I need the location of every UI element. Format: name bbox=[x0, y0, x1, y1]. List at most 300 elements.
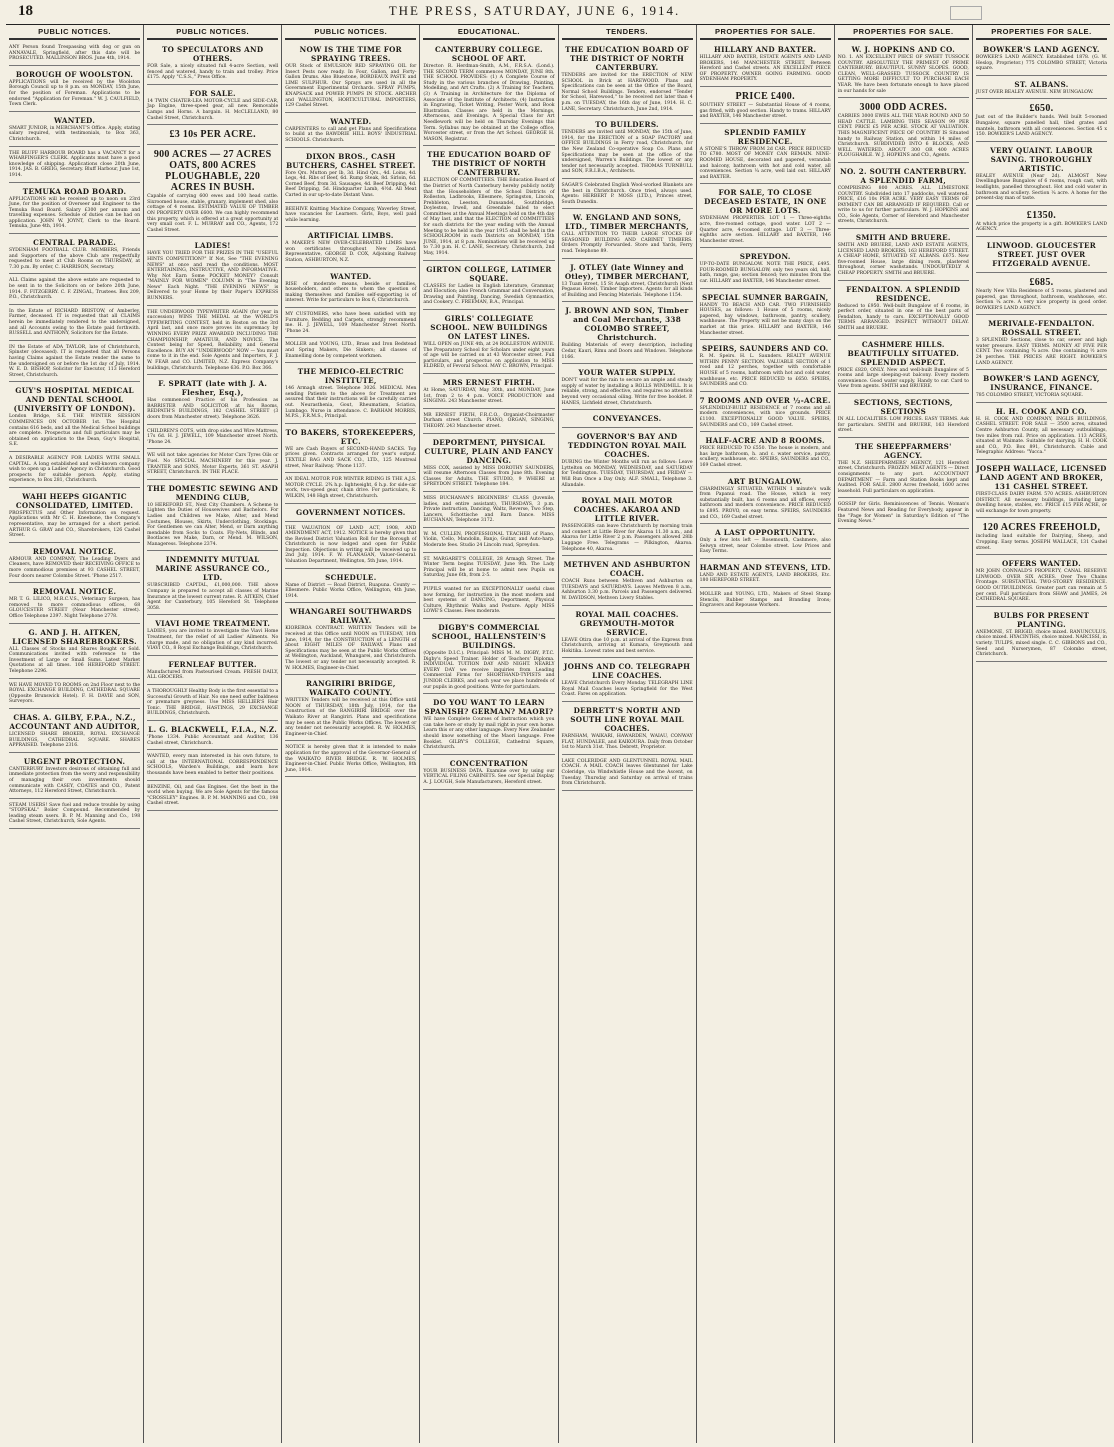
ad-body: MISS BUCHANAN'S BEGINNERS' CLASS (Juvenile, ladies, and entire assistant), THURSDAYS, 3 p.m. Private instruction, Dancing, Waltz, Reverse, Two Step, Lancers, Schottische and Barn Dance. MISS BUCHANAN, Telephone 3172. bbox=[423, 495, 555, 524]
ad-body: SYDENHAM FOOTBALL CLUB. MEMBERS, Friends and Supporters of the above Club are respectfully requested to meet at Club Rooms on THURSDAY, at 7.30 p.m. By order, C. HARRISON, Secretary. bbox=[9, 248, 141, 270]
advertisement bbox=[147, 308, 278, 376]
advertisement bbox=[838, 396, 969, 438]
ad-heading: HALF-ACRE AND 8 ROOMS. bbox=[705, 436, 825, 446]
advertisement bbox=[9, 585, 140, 623]
ad-heading: TO BUILDERS. bbox=[595, 120, 659, 130]
ad-body: PRICE REDUCED TO £550. The house is modern, and has large bathroom, h. and c. water service, pantry, scullery, washhouse, etc. SPEIRS, SAUNDERS and CO., 169 Cashel street. bbox=[699, 446, 831, 468]
advertisement bbox=[562, 43, 693, 116]
ad-body: WE will not take agencies for Motor Cars Tyres Oils or Fuel. No SPECIAL MACHINERY for this year. J. TRANTER and SONS, Motor Experts, 361 ST. ASAPH STREET, Christchurch. IN THE PLACE. bbox=[147, 453, 279, 476]
advertisement bbox=[423, 148, 554, 260]
ad-heading: CASHMERE HILLS. BEAUTIFULLY SITUATED. SPLENDID ASPECT. bbox=[847, 339, 960, 367]
advertisement bbox=[423, 376, 554, 409]
advertisement bbox=[976, 372, 1107, 403]
advertisement bbox=[9, 343, 140, 383]
ad-body: 785 COLOMBO STREET, VICTORIA SQUARE. bbox=[975, 393, 1084, 399]
ad-body: WE are Cash Buyers of SECOND-HAND SACKS. Top prices given. Contracts arranged for year's output. TEXTILE BAG AND SACK CO., LTD., 125 Montreal street, Near Railway. 'Phone 1137. bbox=[285, 446, 417, 469]
ad-heading: GIRLS' COLLEGIATE SCHOOL. NEW BUILDINGS ON LATEST LINES. bbox=[430, 314, 548, 341]
ad-heading: CONVEYANCES. bbox=[592, 414, 662, 424]
ad-body: WRITTEN Tenders will be received at this Office until NOON of THURSDAY, 18th July, 1914, for the Construction of the RANGIRIRI BRIDGE over the Waikato River at Rangiriri. Plans and specifications may be seen at the Public Works Offices. The lowest or any tender not necessarily accepted. R. W. HOLMES, Engineer-in-Chief. bbox=[285, 698, 417, 737]
advertisement bbox=[423, 555, 554, 583]
column-heading: PUBLIC NOTICES. bbox=[285, 25, 416, 40]
advertisement bbox=[285, 506, 416, 522]
ad-heading: TO BAKERS, STOREKEEPERS, ETC. bbox=[285, 427, 416, 446]
ad-body: A MAKER'S NEW OVER-CELEBRATED LIMBS have won certificates throughout New Zealand. Representative, GEORGE D. COX, Adjoining Railway Station, ASHBURTON, N.Z. bbox=[285, 241, 417, 264]
ad-heading: WANTED. bbox=[53, 115, 96, 125]
ad-body: 146 Armagh street. Telephone 3026. MEDICAL Men sending Patients to the above for Treatment are assured that their instructions will be carefully carried out. Neurasthenia, Gout, Rheumatism, Sciatica, Lumbago. Nurse in attendance. C. BARHAM MORRIS, M.P.S., F.R.M.S., Principal. bbox=[285, 386, 417, 420]
advertisement bbox=[838, 283, 969, 336]
advertisement bbox=[562, 261, 693, 303]
ad-body: APPLICATIONS will be received up to noon on 23rd June, for the position of Overseer and Engineer to the Temuka Road Board. Salary £300 per annum and travelling expenses. Schedule of duties can be had on application. JOHN W. JOYNT, Clerk to the Board. Temuka, June 4th, 1914. bbox=[9, 196, 141, 230]
ad-body: Director: R. Herdman-Smith, A.M., F.R.S.A. (Lond.). THE SECOND TERM commences MONDAY, JUNE 8th. THE SCHOOL PROVIDES: (1) A Complete Course of Study in the various branches of Drawing, Painting, Modelling, and Art Crafts. (2) A Training for Teachers. (3) A Training in Architecture for the Diploma of Associate of the Institute of Architects. (4) Instruction in Engraving, Ticket Writing, Poster Work, and Book Illustration. Classes are held in the Mornings, Afternoons, and Evenings. A Special Class for Art Needlework will be held on Thursday Evenings this Term. Syllabus may be obtained at the College office, Worcester street, or from the Art School. GEORGE H. MASON, Registrar. bbox=[423, 64, 555, 142]
advertisement bbox=[9, 711, 140, 753]
advertisement bbox=[562, 430, 693, 492]
advertisement bbox=[562, 412, 693, 428]
column-2 bbox=[144, 25, 282, 1443]
ad-body: Nearly New Villa Residence of 5 rooms, plastered and papered, gas throughout, bathroom, washhouse, etc. Section ¼ acre. A very nice property in good order. BOWKER'S LAND AGENCY. bbox=[975, 288, 1107, 311]
ad-body: 13 Tuam street, 15 St Asaph street, Christchurch (Next Pegasus Hotel). Timber Importers. Agents for all kinds of Building and Fencing Materials. Telephone 1154. bbox=[561, 281, 693, 298]
ad-body: ALL Claims against the above estate are requested to be sent in to the Solicitors on or before 20th June, 1914. F. FITZGERRY. C. F. ZINGAL, Trustees. Box 209, P.O., Christchurch. bbox=[9, 278, 141, 301]
ad-body: SAGAR'S Celebrated English Wool-worked Blankets are the best in Christchurch. Once tried, always used. Agents: HERBERT P. MOSS (LTD.), Princes street, South Dunedin. bbox=[561, 182, 693, 205]
advertisement bbox=[562, 660, 693, 702]
ad-body: AN IDEAL MOTOR FOR WINTER RIDING IS THE A.J.S. MOTOR CYCLE. 2¾ h.p. lightweight, 6 h.p. for side-car work, two-speed gear, chain drive. For particulars, R. WILKIN, 148 High street, Christchurch. bbox=[285, 477, 417, 499]
ad-heading: WANTED. bbox=[330, 116, 372, 126]
advertisement bbox=[562, 494, 693, 556]
advertisement bbox=[147, 752, 278, 780]
column-1 bbox=[6, 25, 144, 1443]
advertisement bbox=[9, 801, 140, 829]
column-3 bbox=[282, 25, 420, 1443]
advertisement bbox=[285, 310, 416, 338]
advertisement bbox=[562, 757, 693, 791]
ad-heading: CONCENTRATION bbox=[449, 758, 529, 768]
advertisement bbox=[147, 147, 278, 237]
advertisement bbox=[147, 687, 278, 721]
ad-body: Fore Qrs. Mutton per lb, 3d. Hind Qrs., 4d. Loins, 4d. Legs, 4d. Ribs of Beef, 6d. Rump Steak, 8d. Sirloin, 6d. Corned Beef, from 3d. Sausages, 4d. Beef Dripping, 4d. Beef Dripping, 5d. Hindquarter Lamb, 4½d. All Meat Carted in our up-to-date Distant Vans. bbox=[285, 170, 417, 198]
advertisement bbox=[976, 208, 1107, 237]
ad-body: COACH Runs between Methven and Ashburton on TUESDAYS and SATURDAYS. Leaves Methven 8 a.m., Ashburton 3.30 p.m. Parcels and Passengers delivered. W. DAVIDSON, Methven Livery Stables. bbox=[561, 579, 693, 601]
advertisement bbox=[838, 500, 969, 528]
ad-heading: TO SPECULATORS AND OTHERS. bbox=[161, 45, 264, 63]
column-heading: TENDERS. bbox=[562, 25, 693, 40]
column-5 bbox=[559, 25, 697, 1443]
ad-heading: THE EDUCATION BOARD OF THE DISTRICT OF NORTH CANTERBURY. bbox=[427, 150, 551, 178]
ad-heading: DEPORTMENT, PHYSICAL CULTURE, PLAIN AND FANCY DANCING. bbox=[424, 437, 554, 465]
ad-body: ALL Classes of Stocks and Shares Bought or Sold. Communications invited with reference to the Investment of Large or Small Sums. Latest Market Quotations at all times. 106 HEREFORD STREET. Telephone 2296. bbox=[9, 646, 141, 674]
advertisement bbox=[700, 526, 831, 559]
advertisement bbox=[700, 291, 831, 341]
advertisement bbox=[147, 239, 278, 305]
ad-body: LEAVE Otira due 10 p.m. at arrival of the Express from Christchurch, arriving at Kumara, Greymouth and Hokitika. Lowest rates and best service. bbox=[561, 637, 693, 654]
ad-body: CLASSES for Ladies in English Literature, Grammar, and Elocution; also French Grammar and Conversation, Drawing and Painting, Dancing, Swedish Gymnastics, and Cookery. C. FREEMAN, B.A., Principal. bbox=[423, 283, 555, 306]
ad-body: W. M. CULLEN, PROFESSIONAL TEACHER of Piano, Violin, 'Cello, Mandolin, Banjo, Guitar, and Auto-harp. Moderate fees. Studio 24 Lincoln road, Spreydon. bbox=[423, 531, 555, 549]
advertisement bbox=[147, 723, 278, 750]
ad-body: SUBSCRIBED CAPITAL, £1,000,000. THE above Company is prepared to accept all classes of Marine Insurance at the lowest current rates. R. AITKEN, Chief Agent for Canterbury, 105 Hereford St. Telephone 3058. bbox=[147, 583, 279, 611]
advertisement bbox=[700, 186, 831, 248]
column-heading: PROPERTIES FOR SALE. bbox=[700, 25, 831, 40]
ad-heading: FOR SALE, TO CLOSE DECEASED ESTATE, IN ONE OR MORE LOTS. bbox=[704, 188, 827, 216]
ad-heading: GOVERNOR'S BAY AND TEDDINGTON ROYAL MAIL COACHES. bbox=[567, 432, 687, 460]
advertisement bbox=[562, 704, 693, 755]
advertisement bbox=[562, 558, 693, 605]
ad-heading: J. OTLEY (late Winney and Otley), TIMBER MERCHANT, bbox=[564, 262, 690, 281]
advertisement bbox=[976, 557, 1107, 607]
ad-heading: VERY QUAINT. LABOUR SAVING. THOROUGHLY ARTISTIC. bbox=[990, 145, 1093, 173]
ad-heading: ART BUNGALOW. bbox=[727, 476, 803, 486]
ad-body: MR JOHN CONNALD'S PROPERTY, CANAL RESERVE LINWOOD. OVER SIX ACRES. Over Two Chains Frontage. SUBSTANTIAL TWO-STOREY RESIDENCE. GOOD OUTBUILDINGS. Greater part can remain at 5 per cent. Full particulars from SHAW and JAMES, 24 CATHEDRAL SQUARE. bbox=[975, 569, 1107, 603]
ad-body: DON'T wait for the rain to secure an ample and steady supply of water by installing a ROLLS WINDMILL. It is reliable, strong, and effective, and requires no attention beyond very occasional oiling. Write for free booklet. P. HANES, Lichfield street, Christchurch. bbox=[561, 378, 693, 406]
advertisement bbox=[9, 114, 140, 147]
ad-heading: DEBRETT'S NORTH AND SOUTH LINE ROYAL MAIL COACHES. bbox=[570, 706, 684, 734]
ad-body: WILL OPEN on JUNE 4th, at 24 ROLLESTON AVENUE. The Preparatory School for Scholars under eight years of age will be carried on at 43 Worcester street. Full particulars, and prospectus on application to MISS ELDRED, of Fevoral School. MAY C. BROWN, Principal. bbox=[423, 342, 555, 370]
advertisement bbox=[285, 571, 416, 604]
ad-body: CARRIES 3000 EWES ALL THE YEAR ROUND AND 50 HEAD CATTLE. LAMBING THIS SEASON 99 PER CENT. PRICE £5 PER ACRE. STOCK AT VALUATION. THIS MAGNIFICENT PIECE OF COUNTRY IS Situated handy to Railway Station, and within 14 miles of Christchurch. SUBDIVIDED INTO 6 BLOCKS, AND WELL WATERED. ABOUT 300 OR 400 ACRES PLOUGHABLE. W. J. HOPKINS and CO., Agents. bbox=[837, 114, 969, 159]
advertisement bbox=[423, 263, 554, 310]
advertisement bbox=[285, 426, 416, 473]
ad-body: At Home, SATURDAY, May 30th, and MONDAY, June 1st, from 2 to 4 p.m. VOICE PRODUCTION and SINGING. 243 Manchester street. bbox=[423, 387, 555, 405]
ad-heading: LINWOOD. GLOUCESTER STREET. JUST OVER FITZGERALD AVENUE. bbox=[986, 240, 1097, 268]
advertisement bbox=[562, 304, 693, 364]
ad-body: THE BLUFF HARBOUR BOARD has a VACANCY for a WHARFINGER'S CLERK. Applicants must have a good knowledge of shipping. Applications close 20th June, 1914. JAS. B. GREIG, Secretary. Bluff Harbour, June 1st, 1914. bbox=[9, 150, 141, 178]
ad-heading: CANTERBURY COLLEGE. SCHOOL OF ART. bbox=[435, 45, 543, 63]
ad-heading: SPLENDID FAMILY RESIDENCE. bbox=[724, 127, 807, 146]
ad-body: NO. 1. AN EXCELLENT PIECE OF SWEET TUSSOCK COUNTRY. ABSOLUTELY THE PRIMEST OF PRIME CANTERBURY. BEAUTIFUL SUNNY SLOPES. GOOD, CLEAN, WELL-GRASSED TUSSOCK COUNTRY IS GETTING MORE DIFFICULT TO PURCHASE EACH YEAR. We have been fortunate enough to have placed in our hands for sale bbox=[837, 55, 969, 94]
ad-heading: URGENT PROTECTION. bbox=[23, 756, 126, 766]
ad-heading: H. H. COOK AND CO. bbox=[995, 406, 1087, 416]
ad-body: PASSENGERS can leave Christchurch by morning train and connect at Little River for Akaroa 11.30 a.m., and Akaroa for Little River 2 p.m. Passengers allowed 28lb Luggage Free. Telegrams — Pilkington, Akaroa. Telephone 40, Akaroa. bbox=[561, 524, 693, 552]
ad-body: BEEHIVE Knitting Machine Company, Waverley Street, have vacancies for Learners. Girls, Boys, well paid while learning. bbox=[285, 206, 417, 223]
advertisement bbox=[976, 101, 1107, 141]
advertisement bbox=[285, 605, 416, 675]
advertisement bbox=[423, 621, 554, 694]
ad-body: London Bridge, S.E. THE WINTER SESSION COMMENCES ON OCTOBER 1st. The Hospital contains 616 beds, and all the Medical School buildings are complete. Prospectus and full particulars may be obtained on application to the Dean, Guy's Hospital, S.E. bbox=[9, 414, 141, 448]
ad-heading: ARTIFICIAL LIMBS. bbox=[307, 231, 394, 241]
ad-body: Capable of carrying 600 ewes and 100 head cattle. Sixroomed house, stable, granary, implement shed, also cottage of 4 rooms. ESTIMATED VALUE OF TIMBER ON PROPERTY OVER £600. We can highly recommend this property, which is offered at a great opportunity at very small cost. F. L. MURRAY and CO., Agents, 172 Cashel Street. bbox=[147, 194, 279, 233]
advertisement bbox=[285, 115, 416, 148]
advertisement bbox=[976, 275, 1107, 315]
advertisement bbox=[838, 231, 969, 281]
column-heading: EDUCATIONAL. bbox=[423, 25, 554, 40]
ad-body: ELECTION OF COMMITTEES. THE Education Board of the District of North Canterbury hereby publicly notify that the Householders of the School Districts of Rolleston, Ladbrooks, Ellesmere, Springston, Lincoln, Prebbleton, Leeston, Dunsandel, Southbridge, Doyleston, Irwell, and Greendale failed to elect Committees at the Annual Meetings held on the 4th day of May last, and that the ELECTION of COMMITTEES for such districts for the year ending with the Annual Meeting to be held in the year 1915 shall be held in the SCHOOLROOM in such Districts on MONDAY, 15th JUNE, 1914, at 8 p.m. Nominations will be received up to 7.30 p.m. H. C. LANE, Secretary. Christchurch, 2nd May, 1914. bbox=[423, 178, 555, 257]
advertisement bbox=[147, 783, 278, 811]
ad-heading: A LAST OPPORTUNITY. bbox=[715, 528, 816, 538]
ad-heading: SPEIRS, SAUNDERS AND CO. bbox=[701, 344, 829, 354]
advertisement bbox=[285, 150, 416, 203]
advertisement bbox=[147, 482, 278, 552]
ad-body: THE UNDERWOOD TYPEWRITER AGAIN (for year in succession) WINS THE MEDAL at the WORLD'S TYPEWRITING CONTEST, held in Boston on the 3rd April last, and once more proves its supremacy by WINNING EVERY PRIZE AWARDED INCLUDING THE CHAMPIONSHIP, AMATEUR, AND NOVICE. The Contest being for Speed, Reliability, and General Excellence. BUY AN "UNDERWOOD" NOW — You must come to it in the end. Sole Agents and Importers, F. J. W. FEAR and CO. LIMITED, N.Z. Express Company's buildings, Christchurch. Telephone 636. P.O. Box 366. bbox=[147, 309, 279, 371]
ad-heading: THE SHEEPFARMERS' AGENCY. bbox=[855, 441, 952, 460]
ad-body: WE HAVE MOVED TO ROOMS on 2nd Floor next to the ROYAL EXCHANGE BUILDING, CATHEDRAL SQUARE (Opposite Brunswick Hotel). F. H. DAVIE and SON, Surveyors. bbox=[9, 682, 141, 705]
ad-body: TENDERS are invited for the ERECTION of NEW SCHOOL in Brick at HAREWOOD. Plans and Specifications can be seen at the Office of the Board, Normal School Buildings. Tenders, endorsed "Tender for School, Harewood," to be received not later than 4 p.m. on TUESDAY, the 16th day of June, 1914. H. C. LANE, Secretary. Christchurch, June 2nd, 1914. bbox=[561, 73, 693, 112]
ad-body: APPLICATIONS will be received by the Woolston Borough Council up to 8 p.m. on MONDAY, 15th June, for the position of Foreman. Applications to be endorsed "Application for Foreman." W. J. CAULFIELD, Town Clerk. bbox=[9, 79, 141, 108]
ad-body: UP-TO-DATE BUNGALOW. NOTE THE PRICE, £495. FOUR-ROOMED BUNGALOW, only two years old, hall, bath, range, gas; section fenced; two minutes from the car. HILLARY and BAXTER, 146 Manchester street. bbox=[699, 262, 831, 285]
advertisement bbox=[9, 384, 140, 452]
ad-heading: INDEMNITY MUTUAL MARINE ASSURANCE CO., LTD. bbox=[155, 555, 270, 583]
ad-heading: JOSEPH WALLACE, LICENSED LAND AGENT AND BROKER, 131 CASHEL STREET. bbox=[976, 464, 1107, 491]
ad-body: R. M. Speirs. H. L. Saunders. REALTY AVENUE WITHIN PENNY SECTION. VALUABLE SECTION of 1 rood and 12 perches, together with comfortable HOUSE of 5 rooms, bathroom with hot and cold water, washhouse, etc. PRICE REDUCED to £650. SPEIRS, SAUNDERS and CO. bbox=[699, 354, 831, 388]
ad-body: PRICE £820, ONLY. New and well-built Bungalow of 5 rooms and large sleeping-out balcony. Every modern convenience. Good water supply. Handy to car. Card to View from agents. SMITH and BRUERE. bbox=[837, 367, 969, 390]
advertisement bbox=[9, 454, 140, 488]
ad-heading: THE DOMESTIC SEWING AND MENDING CLUB, bbox=[147, 483, 279, 502]
advertisement bbox=[285, 475, 416, 503]
advertisement bbox=[9, 307, 140, 341]
ad-heading: LADIES! bbox=[194, 241, 231, 251]
newspaper-title: THE PRESS, SATURDAY, JUNE 6, 1914. bbox=[388, 3, 681, 18]
ad-body: SYDENHAM PROPERTIES. LOT 1 — Three-eighths acre, five-roomed cottage, good water. LOT 2 — Quarter acre, 4-roomed cottage. LOT 3 — Three-eighths acre section. HILLARY and BAXTER, 146 Manchester street. bbox=[699, 216, 831, 244]
advertisement bbox=[423, 43, 554, 146]
advertisement bbox=[700, 475, 831, 525]
advertisement bbox=[562, 181, 693, 209]
ad-body: ST. MARGARET'S COLLEGE, 28 Armagh Street. The Winter Term begins TUESDAY, June 9th. The Lady Principal will be at home to admit new Pupils on Saturday, June 6th, from 2-5. bbox=[423, 556, 555, 579]
advertisement bbox=[838, 165, 969, 229]
ad-body: WE have Complete Courses of Instruction which you can take here or study by mail right in your own home. Learn this or any other language. Every New Zealander should know something of the Maori language. Free Booklet. GILBY'S COLLEGE, Cathedral Square, Christchurch. bbox=[423, 717, 555, 751]
ad-body: SMITH AND BRUERE, LAND AND ESTATE AGENTS, LICENSED LAND BROKERS, 163 HEREFORD STREET. A CHEAP HOME, SITUATED ST. ALBANS. £675. New five-roomed House, large dining room, plastered throughout, corner washstands. UNDOUBTEDLY A CHEAP PROPERTY. SMITH and BRUERE. bbox=[837, 243, 969, 277]
ad-heading: NOW IS THE TIME FOR SPRAYING TREES. bbox=[299, 45, 402, 63]
ad-body: HILLARY AND BAXTER, ESTATE AGENTS AND LAND BROKERS, 146 MANCHESTER STREET, Between Hereford and Cashel streets. AN EXCELLENT PIECE OF PROPERTY. OWNER GOING FARMING. GOOD SYDENHAM PROPERTY. bbox=[699, 55, 831, 83]
ad-body: CANTERBURY Investors desirous of obtaining full and immediate protection from the worry and responsibility of managing their own investments should communicate with CASEY, COATES and CO., Patent Attorneys, 112 Hereford Street, Christchurch. bbox=[9, 766, 141, 795]
advertisement bbox=[147, 87, 278, 125]
ad-heading: THE MEDICO-ELECTRIC INSTITUTE, bbox=[297, 367, 404, 386]
ad-body: ANEMONE, ST. BRIGID, choice mixed. RANUNCULUS, choice mixed. HYACINTHS, choice mixed. NARCISSI, in variety. TULIPS, mixed single. C. C. GIBBONS and CO., Seed and Nurserymen, 87 Colombo street, Christchurch. bbox=[975, 629, 1107, 658]
ad-heading: £3 10s PER ACRE. bbox=[169, 129, 256, 141]
ad-heading: JOHNS AND CO. TELEGRAPH LINE COACHES. bbox=[563, 662, 691, 681]
ad-body: A STONE'S THROW FROM 2d CAR. PRICE REDUCED TO £780. MOST OF MONEY CAN REMAIN. NINE-ROOMED HOUSE, decorated and papered, verandah and balcony, bathroom with hot and cold water, all conveniences. Section ¼ acre, well laid out. HILLARY and BAXTER. bbox=[699, 146, 831, 180]
ad-heading: RANGIRIRI BRIDGE, WAIKATO COUNTY. bbox=[305, 679, 396, 698]
advertisement bbox=[700, 126, 831, 185]
ad-heading: BOWKER'S LAND AGENCY. bbox=[983, 45, 1100, 54]
ad-heading: ROYAL MAIL COACHES. GREYMOUTH-MOTOR SERVICE. bbox=[575, 609, 679, 637]
ad-heading: W. ENGLAND AND SONS, LTD., TIMBER MERCHANTS, bbox=[565, 213, 689, 232]
advertisement bbox=[9, 755, 140, 799]
ad-heading: MERIVALE-FENDALTON. ROSSALL STREET. bbox=[988, 319, 1095, 338]
advertisement bbox=[9, 236, 140, 274]
column-heading: PROPERTIES FOR SALE. bbox=[838, 25, 969, 40]
ad-heading: CENTRAL PARADE. bbox=[33, 238, 117, 248]
ad-body: IN the Estate of ADA TAYLOR, late of Christchurch, Spinster (deceased). IT is requested that all Persons having Claims against the Estate render the same to the undersigned on or before the 1st day of July, 1914. W. E. D. BISHOP, Solicitor for Executor, 113 Hereford Street, Christchurch. bbox=[9, 344, 141, 378]
ad-heading: GOVERNMENT NOTICES. bbox=[296, 507, 406, 517]
ad-heading: BOROUGH OF WOOLSTON. bbox=[15, 69, 134, 79]
ad-heading: GUY'S HOSPITAL MEDICAL AND DENTAL SCHOOL (UNIVERSITY OF LONDON). bbox=[13, 386, 136, 414]
ad-heading: TEMUKA ROAD BOARD. bbox=[22, 186, 127, 196]
ad-body: TENDERS are invited until MONDAY, the 15th of June, 1914, for the ERECTION of a SOAP FACTORY and OFFICE BUILDINGS in Ferry road, Christchurch, for the New Zealand Co-operative Soap Co. Plans and Specifications may be seen at the office of the undersigned, Warren's Buildings. The lowest or any tender not necessarily accepted. THOMAS TURNBULL and SON, F.R.I.B.A., Architects. bbox=[561, 130, 693, 175]
advertisement bbox=[976, 520, 1107, 555]
ad-heading: OFFERS WANTED. bbox=[1002, 559, 1081, 569]
ad-heading: WANTED. bbox=[330, 271, 372, 281]
advertisement bbox=[700, 89, 831, 124]
advertisement bbox=[838, 338, 969, 394]
advertisement bbox=[9, 68, 140, 112]
advertisement bbox=[285, 743, 416, 777]
ad-body: OUR Stock of EMULSION RED SPRAYING OIL for Insect Pests now ready. In Four, Gallon, and Forty-Gallon Drums. Also Bluestone, BORDEAUX PASTE and LIME SULPHUR. Our Sprays are used in all the Government Experimental Orchards. SPRAY PUMPS, KNAPSACK and POWER PUMPS IN STOCK. ARCHER and WALLINGTON, HORTICULTURAL IMPORTERS, 129 Cashel Street. bbox=[285, 64, 417, 109]
advertisement bbox=[423, 312, 554, 374]
advertisement bbox=[838, 440, 969, 499]
advertisement bbox=[147, 43, 278, 85]
ad-heading: CHAS. A. GILBY, F.P.A., N.Z., ACCOUNTANT AND AUDITOR, bbox=[9, 712, 140, 731]
ad-body: Manufactured from Pasteurised Cream. FRESH DAILY, ALL GROCERS. bbox=[147, 669, 279, 681]
ad-body: YOUR BUSINESS DATA. Examine over by using our VERTICAL FILING CABINETS. See our Special Display. A. J. LOUGH, Sole Manufacturers, Hereford street. bbox=[423, 768, 555, 785]
ad-body: MY CUSTOMERS, who have been satisfied with my Furniture, Bedding and Carpets, strongly recommend me. H. J. JEWELL, 109 Manchester Street North. 'Phone 24. bbox=[285, 312, 417, 334]
ad-body: In the Estate of RICHARD BRISTOW, of Amberley, Farmer, deceased. IT is requested that all CLAIMS herein be immediately rendered to the undersigned, and all Accounts owing to the Estate paid forthwith. RUSSELL and ANTHONY, Solicitors for the Estate. bbox=[9, 308, 141, 337]
ad-heading: ST. ALBANS. bbox=[1014, 79, 1069, 89]
ad-body: SOUTHEY STREET — Substantial House of 4 rooms, gas fitted, with good section. Handy to trams. HILLARY and BAXTER, 146 Manchester street. bbox=[699, 102, 831, 120]
ad-heading: £685. bbox=[1029, 276, 1054, 288]
ad-body: PROSPECTUS and Other Information on request. Applications with Mr C. H. Kneebone, the Company's representative, may be arranged for a short period. ARTHUR G. GRAY and CO., Sharebrokers, 126 Cashel Street. bbox=[9, 510, 141, 539]
ad-body: SPLENDIDLY-BUILT RESIDENCE of 7 rooms and all modern conveniences, with nice grounds. PRICE £1100. EXCEPTIONALLY GOOD VALUE. SPEIRS, SAUNDERS and CO., 169 Cashel street. bbox=[699, 405, 831, 428]
ad-body: DURING the Winter Months will run as follows: Leave Lyttelton on MONDAY, WEDNESDAY, and SATURDAY for Teddington. TUESDAY, THURSDAY, and FRIDAY — Will Run Once a Day Only. ALF. SMALL, Telephone 3. Allandale. bbox=[561, 460, 693, 488]
ad-heading: WHANGAREI SOUTHWARDS RAILWAY. bbox=[289, 607, 413, 626]
ad-body: LAND AND ESTATE AGENTS, LAND BROKERS, Etc. 180 HEREFORD STREET. bbox=[699, 572, 831, 584]
ad-body: BOWKER'S LAND AGENCY. Established 1878. (G. W. Heslop, Proprietor.) 775 COLOMBO STREET, Victoria square. bbox=[975, 55, 1107, 72]
ad-body: At which price the property is a gift. BOWKER'S LAND AGENCY. bbox=[975, 221, 1107, 233]
ad-heading: GIRTON COLLEGE, LATIMER SQUARE. bbox=[426, 264, 552, 283]
masthead bbox=[0, 0, 1114, 22]
advertisement bbox=[700, 43, 831, 87]
advertisement bbox=[147, 451, 278, 479]
ad-body: GOSSIP for Girls. Reminiscences of Tennis. Woman's Featured News and Reading for Everybody, appear in the "Page for Women" in Saturday's Edition of "The Evening News." bbox=[837, 502, 969, 525]
advertisement bbox=[976, 317, 1107, 370]
ad-body: BENZINE, Oil, and Gas Engines. Get the best in the world when buying. We are Sole Agents for the famous "CROSSLEY" Engines. B. P. M. MANNING and CO., 198 Cashel street. bbox=[147, 784, 279, 807]
ad-body: RISE of moderate means, beside or families, householders, and others to whom the question of making themselves and families self-supporting is of interest. Write for particulars to Box 6, Christchurch. bbox=[285, 281, 417, 304]
advertisement bbox=[700, 434, 831, 472]
ad-heading: £1350. bbox=[1026, 209, 1057, 221]
ad-body: FARNHAM, WAIKARI, HAWARDEN, WAIAU, CONWAY FLAT, HUNDALEE, and KAIKOURA. Daily from October 1st to March 31st. Thos. Debrett, Proprietor. bbox=[561, 734, 693, 751]
ad-heading: THE EDUCATION BOARD OF THE DISTRICT OF NORTH CANTERBURY. bbox=[565, 45, 689, 72]
ad-body: NOTICE is hereby given that it is intended to make application for the approval of the Governor-General of the WAIKATO RIVER BRIDGE. R. W. HOLMES, Engineer-in-Chief. Public Works Office, Wellington, 8th June, 1914. bbox=[285, 745, 417, 773]
ad-heading: G. AND J. H. AITKEN, LICENSED SHAREBROKERS. bbox=[12, 627, 137, 646]
ad-heading: WAHI HEEPS GIGANTIC CONSOLIDATED, LIMITED. bbox=[15, 491, 134, 510]
advertisement bbox=[976, 144, 1107, 206]
advertisement bbox=[423, 530, 554, 553]
ad-body: MOLLER and YOUNG, LTD., Makers of Steel Stamp Stencils, Rubber Stamps and Branding Irons; Engravers and Repousse Workers. bbox=[699, 592, 831, 609]
advertisement bbox=[423, 494, 554, 528]
column-heading: PUBLIC NOTICES. bbox=[147, 25, 278, 40]
advertisement bbox=[976, 609, 1107, 662]
ad-heading: VIAVI HOME TREATMENT. bbox=[155, 619, 271, 629]
ad-heading: SPREYDON. bbox=[739, 252, 791, 262]
advertisement bbox=[285, 340, 416, 363]
ad-body: ANY Person found Trespassing with dog or gun on ANNAVALE, Springfield, after this date will be PROSECUTED. MALLINSON BROS. June 4th, 1914. bbox=[9, 45, 141, 62]
ad-heading: FOR SALE. bbox=[189, 88, 236, 98]
ad-heading: £650. bbox=[1029, 103, 1054, 115]
column-6 bbox=[697, 25, 835, 1443]
advertisement bbox=[976, 462, 1107, 518]
ad-body: THE N.Z. SHEEPFARMERS' AGENCY, 121 Hereford street, Christchurch. FROZEN MEAT AGENTS — Direct consignments to any port. ACCOUNTANT DEPARTMENT — Farm and Station Books kept and Audited. FOR SALE. 2800 Acres freehold, 1600 acres leasehold. Full particulars on application. bbox=[837, 460, 969, 494]
ad-body: Just out of the Builder's hands. Well built 5-roomed Bungalow, square panelled hall, tiled grates and mantels, bathroom with all conveniences. Section 45 x 150. BOWKER'S LAND AGENCY. bbox=[975, 115, 1107, 138]
advertisement bbox=[423, 585, 554, 619]
advertisement bbox=[9, 626, 140, 679]
ad-body: THE VALUATION OF LAND ACT, 1908, AND AMENDMENT ACT, 1912. NOTICE is hereby given that the Revised District Valuation Roll for the Borough of Christchurch is now lodged and open for Public Inspection. Objections in writing will be received up to 2nd July, 1914. F. W. FLANAGAN, Valuer-General. Valuation Department, Wellington, 5th June, 1914. bbox=[285, 525, 417, 565]
advertisement bbox=[285, 270, 416, 308]
ad-body: including land suitable for Dairying, Sheep, and Cropping. Easy terms. JOSEPH WALLACE, 131 Cashel street. bbox=[975, 534, 1107, 551]
ad-heading: MRS ERNEST FIRTH. bbox=[442, 377, 536, 387]
ad-body: STEAM USERS! Save fuel and reduce trouble by using "STOPSKAL" Boiler Compound. Recommended by leading steam users. B. P. M. Manning and Co., 198 Cashel Street, Christchurch, Sole Agents. bbox=[9, 802, 141, 825]
ad-body: LADIES, you are invited to investigate the Viavi Home Treatment, for the relief of all Ladies' Ailments. No charge made, and no obligation of any kind incurred. VIAVI CO., 8 Royal Exchange Buildings, Christchurch. bbox=[147, 629, 279, 652]
ad-heading: 7 ROOMS AND OVER ½-ACRE. bbox=[699, 395, 831, 405]
advertisement bbox=[9, 185, 140, 235]
ad-body: Only a few lots left — Rosemouth, Cashmere, also Selwyn street, near Colombo street. Low Prices and Easy Terms. bbox=[699, 538, 831, 555]
advertisement bbox=[285, 205, 416, 228]
ad-heading: YOUR WATER SUPPLY. bbox=[578, 368, 676, 378]
library-stamp bbox=[950, 6, 982, 20]
ad-heading: FERNLEAF BUTTER. bbox=[168, 659, 257, 669]
ad-heading: SECTIONS, SECTIONS, SECTIONS bbox=[853, 397, 953, 416]
ad-heading: BOWKER'S LAND AGENCY, INSURANCE, FINANCE. bbox=[983, 374, 1100, 393]
advertisement bbox=[700, 394, 831, 432]
ad-body: LAKE COLERIDGE AND GLENTUNNEL ROYAL MAIL COACH. A MAIL COACH leaves Glentunnel for Lake Coleridge, via Windwhistle House and the Ascent, on Tuesday, Thursday and Saturday on arrival of trains from Christchurch. bbox=[561, 758, 693, 787]
ad-heading: NO. 2. SOUTH CANTERBURY. A SPLENDID FARM, bbox=[840, 166, 967, 185]
advertisement bbox=[976, 43, 1107, 76]
advertisement bbox=[423, 411, 554, 434]
ad-body: BEALEY AVENUE (Near 2d). ALMOST New Dwellinghouse Bungalow of 6 rooms, rough cast, with leadlights, panelled throughout. Hot and cold water in bathroom and scullery. Section ¼ acre. A home for the present-day man of taste. bbox=[975, 173, 1107, 202]
ad-body: MR T. G. LILICO, M.R.C.V.S., Veterinary Surgeon, has removed to more commodious offices, 68 GLOUCESTER STREET (Near Manchester street). Office Telephone 2397. Night Telephone 2778. bbox=[9, 597, 141, 619]
advertisement bbox=[147, 127, 278, 145]
ad-heading: HARMAN AND STEVENS, LTD. bbox=[699, 562, 831, 572]
ad-heading: DIGBY'S COMMERCIAL SCHOOL, HALLENSTEIN'S BUILDINGS. bbox=[431, 623, 547, 650]
ad-heading: 120 ACRES FREEHOLD, bbox=[982, 522, 1101, 534]
advertisement bbox=[423, 696, 554, 755]
advertisement bbox=[9, 276, 140, 304]
ad-body: A THOROUGHLY Healthy Body is the first essential to a Successful Growth of Hair. No one need suffer baldness or premature greyness. Use MISS HELLIER'S Hair Tonic. THE BRIDGE, HASTINGS, 29 EXCHANGE BUILDINGS, Christchurch. bbox=[147, 689, 279, 717]
ad-body: PUPILS wanted for an EXCEPTIONALLY useful class now forming, for instruction in the most modern and best systems of DANCING, Deportment, Physical Culture, Rhythmic Walks and Posture. Apply MISS LOWE'S Classes. Fees moderate. bbox=[423, 587, 555, 615]
column-heading: PUBLIC NOTICES. bbox=[9, 25, 140, 40]
ad-body: Has commenced Practice of his Profession as BARRISTER AND SOLICITOR at his Rooms, REDPATH'S BUILDINGS, 182 CASHEL STREET (3 doors from Manchester street). Telephone 3626. bbox=[147, 398, 279, 420]
advertisement bbox=[9, 149, 140, 183]
ad-body: 3 SPLENDID Sections, close to car, sewer and high water pressure. EASY TERMS. MONEY AT FIVE PER CENT. Two containing ¾ acre. One containing ½ acre 24 perches. THE PRICES ARE RIGHT. BOWKER'S LAND AGENCY. bbox=[975, 338, 1107, 366]
ad-heading: J. BROWN AND SON, Timber and Coal Merchants, 338 COLOMBO STREET, Christchurch. bbox=[565, 306, 689, 343]
ad-body: CHARMINGLY SITUATED. WITHIN 1 minute's walk from Papanui road. The House, which is very substantially built, has 6 rooms and all offices, every bathroom and modern convenience. PRICE REDUCED to £895. PROVO, on easy terms. SPEIRS, SAUNDERS and CO., 169 Cashel street. bbox=[699, 486, 831, 520]
ad-body: COMPRISING 800 ACRES. ALL LIMESTONE COUNTRY. Subdivided into 17 paddocks, well watered. PRICE, £16 10s PER ACRE. VERY EASY TERMS OF PAYMENT CAN BE ARRANGED IF REQUIRED. Call or write to us for further particulars. W. J. HOPKINS and CO., Sole Agents, Corner of Hereford and Manchester streets, Christchurch. bbox=[837, 185, 969, 225]
advertisement bbox=[562, 118, 693, 179]
advertisement bbox=[285, 677, 416, 741]
advertisement bbox=[9, 490, 140, 543]
column-grid bbox=[6, 24, 1110, 1443]
advertisement bbox=[285, 229, 416, 267]
advertisement bbox=[562, 366, 693, 410]
ad-body: MISS COX, assisted by MISS DOROTHY SAUNDERS, will resume Afternoon Classes from June 8th. Evening Classes for Adults. THE STUDIO, 9 WHERE at SPREYDON STREET. Telephone 184. bbox=[423, 465, 555, 488]
ad-body: WANTED, every man interested in his own future, to call at the INTERNATIONAL CORRESPONDENCE SCHOOLS, Warden's Buildings, and learn how thousands have been enabled to better their positions. bbox=[147, 754, 279, 776]
ad-body: FIRST-CLASS DAIRY FARM. 570 ACRES. ASHBURTON DISTRICT. All necessary buildings, including large dwelling house, stables, etc. PRICE £15 PER ACRE, or will exchange for town property. bbox=[975, 492, 1107, 514]
ad-heading: DO YOU WANT TO LEARN SPANISH? GERMAN? MAORI? bbox=[424, 698, 554, 717]
advertisement bbox=[423, 436, 554, 492]
advertisement bbox=[700, 561, 831, 588]
page-number: 18 bbox=[18, 2, 33, 19]
ad-body: MOLLER and YOUNG, LTD., Brass and Iron Bedstead and Spring Makers, Die Sinkers; all classes of Enamelling done by competent workmen. bbox=[285, 342, 417, 359]
ad-heading: DIXON BROS., CASH BUTCHERS, CASHEL STREET. bbox=[286, 151, 416, 170]
advertisement bbox=[147, 377, 278, 424]
advertisement bbox=[838, 100, 969, 163]
ad-body: FOR Sale, a nicely situated full 4-acre Section, well fenced and watered, handy to train and trolley. Price £175. Apply "C.S.S.," Press Office. bbox=[147, 64, 279, 81]
ad-body: 14 TWIN CHATER-LEA MOTOR-CYCLE and SIDE-CAR, Jap Engine, three-speed gear, all new. Removable Lamps and Horns. A bargain. H. McCLELLAND, 80 Cashel Street, Christchurch. bbox=[147, 98, 279, 121]
ad-body: Name of District — Road District, Ruapuna. County — Ellesmere. Public Works Office, Wellington, 4th June, 1914. bbox=[285, 582, 417, 599]
ad-body: CALL ATTENTION TO THEIR LARGE STOCKS OF SEASONED BUILDING AND CABINET TIMBERS. Orders Promptly Forwarded. Store and Yards, Ferry road. Telephone 89. bbox=[561, 232, 693, 255]
ad-heading: REMOVAL NOTICE. bbox=[32, 546, 117, 556]
column-7 bbox=[835, 25, 973, 1443]
ad-heading: F. SPRATT (late with J. A. Flesher, Esq.), bbox=[158, 379, 268, 398]
ad-body: ARMOUR AND COMPANY, The Leading Dyers and Cleaners, have REMOVED their RECEIVING OFFICE to more commodious premises at 93 CASHEL STREET, Four doors nearer Colombo Street. 'Phone 2517. bbox=[9, 556, 141, 579]
ad-body: (Opposite D.I.C.). Principal: MISS M. M. DIGBY, P.T.C. Digby's Speed Trainer. Holder of Teachers' Diploma. INDIVIDUAL TUITION DAY AND NIGHT. NEARLY EVERY DAY we receive inquiries from Leading Commercial Firms for SHORTHAND-TYPISTS and JUNIOR CLERKS, and each year we place hundreds of our pupils in good positions. Write for particulars. bbox=[423, 651, 555, 690]
ad-body: HANDY TO BEACH AND CAR. TWO FURNISHED HOUSES, as follows: 1 House of 5 rooms, nicely papered, bay windows, bathroom, pantry, scullery, washhouse. The Property will not be many days on the market at this price. HILLARY and BAXTER, 146 Manchester street. bbox=[699, 302, 831, 336]
ad-body: SMART JUNIOR, in MERCHANT'S Office. Apply, stating salary required, with testimonials, to Box 363, Christchurch. bbox=[9, 125, 141, 142]
advertisement bbox=[838, 43, 969, 98]
advertisement bbox=[976, 239, 1107, 273]
ad-body: CARPENTERS to call and get Plans and Specifications to build at the BAWDRIE HILL BOYS' INDUSTRIAL SCHOOLS. Christchurch. bbox=[285, 126, 417, 143]
ad-heading: ROYAL MAIL MOTOR COACHES. AKAROA AND LITTLE RIVER. bbox=[573, 496, 681, 524]
ad-body: IN ALL LOCALITIES. LOW PRICES. EASY TERMS. Ask for particulars. SMITH and BRUERE, 163 Hereford street. bbox=[837, 416, 969, 434]
advertisement bbox=[147, 427, 278, 450]
ad-body: CHILDREN'S COTS, with drop sides and Wire Mattress, 17s 6d. H. J. JEWELL, 109 Manchester street North. 'Phone 24. bbox=[147, 428, 279, 445]
ad-body: LICENSED SHARE BROKER, ROYAL EXCHANGE BUILDINGS, CATHEDRAL SQUARE. SHARES APPRAISED. Telephone 2316. bbox=[9, 731, 141, 749]
ad-heading: L. G. BLACKWELL, F.I.A., N.Z. bbox=[148, 724, 278, 734]
ad-body: Building Materials of every description, including Cedar, Kauri, Rimu and Doors and Windows. Telephone 1166. bbox=[561, 343, 693, 360]
